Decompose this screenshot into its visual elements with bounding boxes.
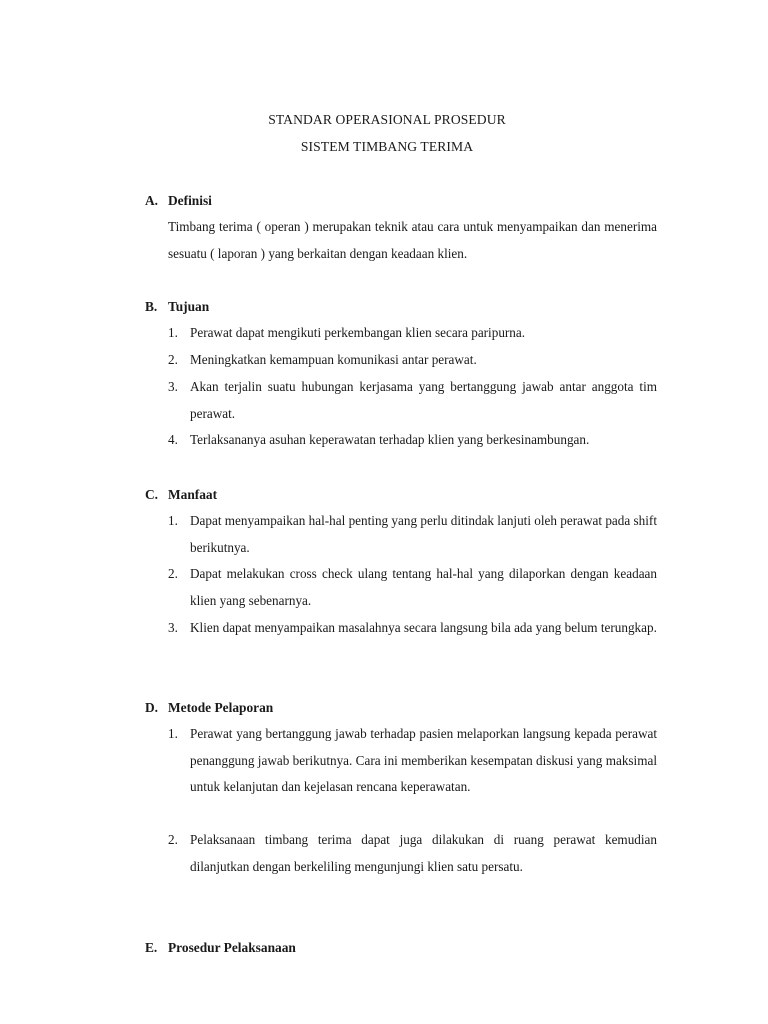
list-item-number: 2.	[168, 352, 178, 367]
list-item-text: Dapat menyampaikan hal-hal penting yang perlu ditindak lanjuti oleh perawat pada shift berikutnya.	[190, 513, 657, 555]
list-item-text: Akan terjalin suatu hubungan kerjasama yang bertanggung jawab antar anggota tim perawat.	[190, 379, 657, 421]
section-letter: C.	[145, 487, 159, 502]
document-title-line2: SISTEM TIMBANG TERIMA	[300, 139, 474, 154]
section-letter: B.	[145, 299, 158, 314]
list-item-number: 1.	[168, 513, 178, 528]
list-item-number: 3.	[168, 379, 178, 394]
list-item-text: Perawat yang bertanggung jawab terhadap pasien melaporkan langsung kepada perawat penanggung jawab berikutnya. Cara ini memberikan kesempatan diskusi yang maksimal untuk kelanjutan dan kejelasan rencana keperawatan.	[190, 726, 657, 794]
list-item-text: Klien dapat menyampaikan masalahnya secara langsung bila ada yang belum terungkap.	[190, 620, 657, 635]
section-a-heading	[145, 193, 212, 209]
document-title-line1: STANDAR OPERASIONAL PROSEDUR	[268, 112, 506, 127]
list-item	[168, 508, 657, 561]
list-item-text: Perawat dapat mengikuti perkembangan klien secara paripurna.	[190, 325, 526, 340]
list-item	[168, 347, 657, 374]
section-title: Manfaat	[168, 487, 218, 502]
list-item-number: 4.	[168, 432, 178, 447]
section-title: Definisi	[168, 193, 212, 208]
section-a-paragraph: Timbang terima ( operan ) merupakan teknik atau cara untuk menyampaikan dan menerima sesuatu ( laporan ) yang berkaitan dengan keadaan klien.	[168, 219, 657, 261]
section-b-heading	[145, 299, 209, 315]
section-letter: D.	[145, 700, 159, 715]
list-item-number: 2.	[168, 566, 178, 581]
section-d-heading	[145, 700, 273, 716]
section-c-heading	[145, 487, 217, 503]
list-item-number: 2.	[168, 832, 178, 847]
list-item	[168, 615, 657, 642]
list-item-text: Dapat melakukan cross check ulang tentang hal-hal yang dilaporkan dengan keadaan klien yang sebenarnya.	[190, 566, 657, 608]
list-item-number: 3.	[168, 620, 178, 635]
section-e-heading	[145, 940, 296, 956]
list-item	[168, 374, 657, 427]
list-item	[168, 721, 657, 801]
list-item-text: Terlaksananya asuhan keperawatan terhadap klien yang berkesinambungan.	[190, 432, 590, 447]
list-item-text: Meningkatkan kemampuan komunikasi antar perawat.	[190, 352, 477, 367]
section-letter: A.	[145, 193, 159, 208]
section-title: Prosedur Pelaksanaan	[168, 940, 296, 955]
section-letter: E.	[145, 940, 158, 955]
list-item-number: 1.	[168, 726, 178, 741]
list-item	[168, 320, 657, 347]
list-item	[168, 427, 657, 454]
list-item	[168, 827, 657, 880]
list-item-text: Pelaksanaan timbang terima dapat juga dilakukan di ruang perawat kemudian dilanjutkan dengan berkeliling mengunjungi klien satu persatu.	[190, 832, 657, 874]
section-title: Metode Pelaporan	[168, 700, 274, 715]
list-item-number: 1.	[168, 325, 178, 340]
section-title: Tujuan	[168, 299, 210, 314]
list-item	[168, 561, 657, 614]
